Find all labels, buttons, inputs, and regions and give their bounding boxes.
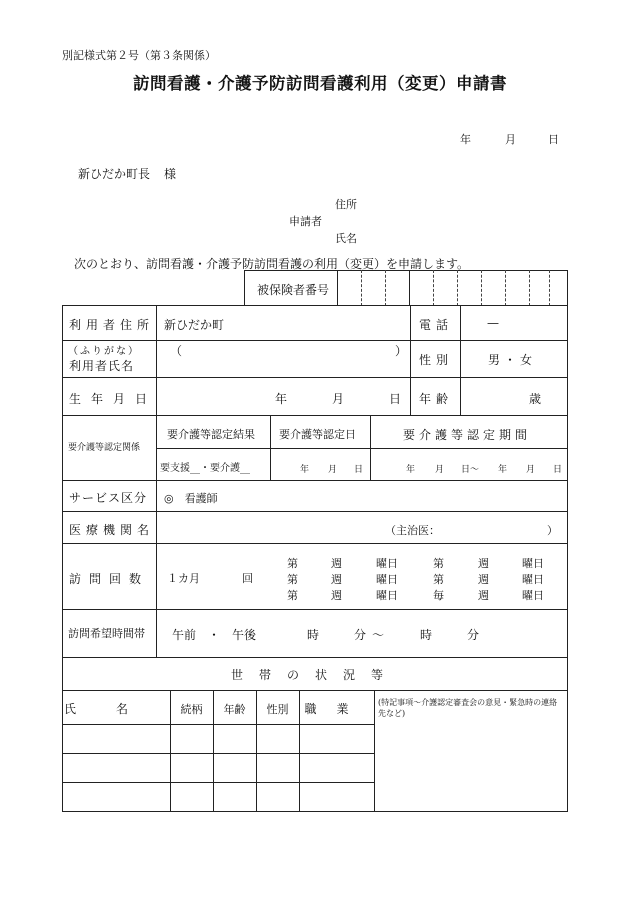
birth-label: 生年月日 [69,392,158,406]
col-relation: 続柄 [180,703,203,716]
time-ampm: 午前 ・ 午後 [172,628,257,642]
every-youbi: 曜日 [522,589,544,602]
doctor-close: ） [547,524,558,537]
care-result-value: 要支援__・要介護__ [160,463,250,474]
visits-kai: 回 [242,572,253,585]
col-job: 職業 [304,702,369,716]
furigana-label: （ふりがな） [68,346,140,357]
visits-label: 訪問回数 [69,572,150,586]
sex-options: 男・女 [488,353,537,367]
care-date-label: 要介護等認定日 [279,428,356,441]
sex-label: 性別 [419,353,454,367]
form-number: 別記様式第２号（第３条関係） [62,49,216,62]
phone-label: 電話 [419,318,454,332]
applicant-address-label: 住所 [335,198,357,211]
phone-dash: — [487,316,499,330]
week5-dai: 第 [287,589,298,602]
visits-month: １カ月 [167,572,200,585]
week4-shu: 週 [478,573,489,586]
care-label: 要介護等認定関係 [68,443,141,453]
care-date-year: 年 [300,465,310,475]
user-name-label: 利用者氏名 [69,359,135,373]
age-label: 年齢 [419,392,454,406]
week2-shu: 週 [478,557,489,570]
service-value: ◎ 看護師 [164,492,218,505]
week2-dai: 第 [433,557,444,570]
care-period-end-year: 年 [498,465,508,475]
main-table [62,305,568,812]
care-period-end-month: 月 [526,465,536,475]
week5-shu: 週 [331,589,342,602]
week2-youbi: 曜日 [522,557,544,570]
time-min2: 分 [467,628,480,642]
page-title: 訪問看護・介護予防訪問看護利用（変更）申請書 [133,74,507,93]
week4-youbi: 曜日 [522,573,544,586]
date-year: 年 [460,133,471,146]
care-date-month: 月 [328,465,338,475]
applicant-name-label: 氏名 [335,232,357,245]
time-hour: 時 [307,628,320,642]
week1-dai: 第 [287,557,298,570]
household-title: 世帯の状況等 [230,668,399,682]
care-period-label: 要介護等認定期間 [403,428,532,442]
addressee-town: 新ひだか町長 [78,167,151,181]
user-address-value: 新ひだか町 [164,318,225,332]
week1-youbi: 曜日 [376,557,398,570]
care-period-start-month: 月 [435,465,445,475]
week5-youbi: 曜日 [376,589,398,602]
care-period-start-day: 日～ [461,465,480,475]
furigana-close-paren: ） [395,344,408,358]
birth-day: 日 [389,392,402,406]
week3-youbi: 曜日 [376,573,398,586]
week3-dai: 第 [287,573,298,586]
birth-month: 月 [332,392,345,406]
time-hour2: 時 [420,628,433,642]
applicant-label: 申請者 [289,215,322,228]
date-day: 日 [548,133,559,146]
service-label: サービス区分 [69,491,148,505]
notes-label: (特記事項～介護認定審査会の意見・緊急時の連絡先など) [378,698,558,718]
week4-dai: 第 [433,573,444,586]
every-shu: 週 [478,589,489,602]
col-name: 氏名 [63,702,168,716]
medical-label: 医療機関名 [69,523,155,537]
age-unit: 歳 [529,392,542,406]
date-month: 月 [505,133,516,146]
time-min: 分～ [354,628,391,642]
week3-shu: 週 [331,573,342,586]
care-period-start-year: 年 [406,465,416,475]
furigana-open-paren: （ [170,344,183,358]
week1-shu: 週 [331,557,342,570]
every-label: 毎 [433,589,444,602]
birth-year: 年 [275,392,288,406]
doctor-label: （主治医： [385,524,440,537]
col-sex: 性別 [266,703,289,716]
addressee-sama: 様 [164,167,177,181]
user-address-label: 利用者住所 [69,318,155,332]
care-period-end-day: 日 [553,465,563,475]
time-label: 訪問希望時間帯 [68,627,145,640]
intro-text: 次のとおり、訪問看護・介護予防訪問看護の利用（変更）を申請します。 [74,257,470,271]
care-result-label: 要介護等認定結果 [167,428,255,441]
care-date-day: 日 [354,465,364,475]
col-age: 年齢 [223,703,246,716]
insured-number-label: 被保険者番号 [257,283,330,297]
